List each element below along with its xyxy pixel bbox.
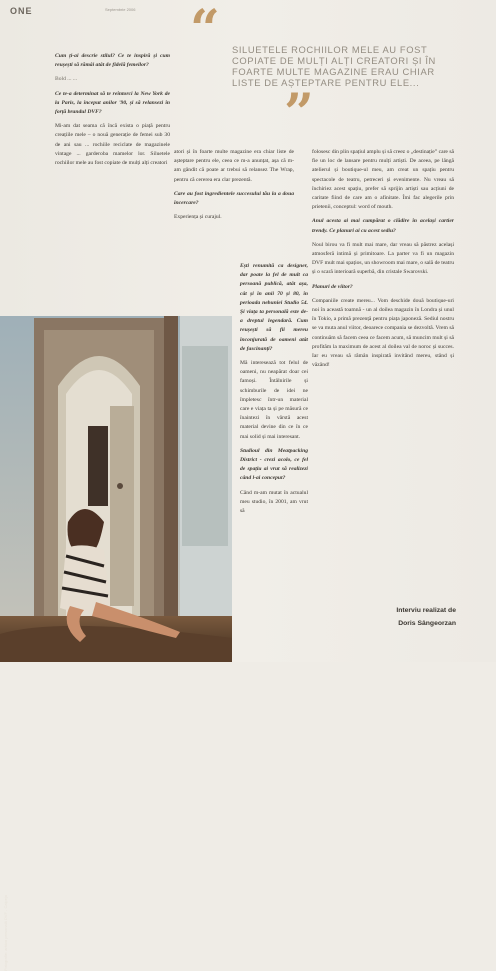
column-2-top [174,148,294,227]
open-quote-mark: “ [190,0,220,60]
byline-label: Interviu realizat de [396,607,456,614]
question: Planuri de viitor? [312,283,353,290]
question: Ești renumită ca designer, dar poate la fel de mult ca persoană publică, atât așa, cât și în anii 70 și 80, în perioada nebuniei Studio 54. Și viața ta personală este de-a dreptul legendară. Cum reușești să fii mereu înconjurată de oameni atât de fascinanți? [240,263,308,352]
answer: Când m-am mutat în actualul meu studio, în 2001, am vrut să [240,489,308,515]
question: Ce te-a determinat să te reîntorci la New York de la Paris, la început anilor '90, și să relansezi în forță brandul DVF? [55,90,170,116]
column-3 [312,148,454,375]
brand-logo: ONE [10,6,33,16]
pull-quote: SILUETELE ROCHIILOR MELE AU FOST COPIATE DE MULȚI ALȚI CREATORI ȘI ÎN FOARTE MULTE MAGAZINE ERAU CHIAR LISTE DE AȘTEPTARE PENTRU ELE... [232,44,436,88]
issue-label: Septembrie 2006 [105,7,136,12]
answer: folosesc din plin spațiul amplu și să creez o „destinație” care să fie un loc de lansare pentru mulți artiști. De aceea, pe lângă atelierul și boutique-ul meu, am creat un spațiu pentru spectacole de teatru, petreceri și evenimente. Nu vreau să închiriez acest spațiu, prefer să sprijin artiști sau acțiuni de caritate fiind de care am o afinitate. Îmi fac alegerile prin prietenii, conceptul: word of mouth. [312,149,454,211]
portrait-photo [0,316,232,971]
answer: Bold ... ... [55,76,78,83]
column-2-bottom [240,262,308,521]
close-quote-mark: ” [284,83,314,144]
answer: Companiile create mereu... Vom deschide două boutique-uri noi în această toamnă - un al doilea magazin în Londra și unul în Tokio, a primă prezență pentru piața japoneză. Sediul nostru se va muta anul viitor, deoarece compania se dezvoltă. Vrem să continuăm să facem ceea ce facem acum, să muncim mult și să profităm la maximum de acest al doilea val de noroc și succes. Iar eu vreau să rămân inspirată invitând mereu, stând și văzând! [312,297,454,369]
photo-credit: Fotografie: arhiva personală DVF - Calpeja [3,894,8,971]
answer: Experiența și curajul. [174,214,222,221]
question: Cum ți-ai descrie stilul? Ce te inspiră și cum reușești să rămâi atât de fidelă femeilor? [55,53,170,69]
answer: atori și în foarte multe magazine era chiar liste de așteptare pentru ele, ceea ce m-a anunțat, așa că m-am gândit că poate ar trebui să relansez The Wrap, pentru că cererea era clar prezentă. [174,149,294,183]
question: Studioul din Meatpacking District - crezi acolo, ce fel de spațiu ai vrut să realizezi când l-ai conceput? [240,447,308,482]
magazine-header [10,6,33,16]
byline-author: Doris Sângeorzan [398,620,456,627]
answer: Mă interesează tot felul de oameni, nu neapărat doar cei famoși. Întâlnirile și schimburile de idei ne împletesc într-un material care e viața ta și pe măsură ce înaintezi în vârstă acest material devine din ce în ce mai solid și mai interesant. [240,360,308,440]
answer: Noul birou va fi mult mai mare, dar vreau să păstrez același atmosferă intimă și primitoare. La parter va fi un magazin DVF mult mai spațios, un showroom mai mare, o sală de teatru și o scară interioară superbă, din cristale Swarovski. [312,241,454,276]
photo-illustration [0,316,232,662]
answer: Mi-am dat seama că încă exista o piață pentru creațiile mele – o nouă generație de femei sub 30 de ani sau ... rochiile reciclate de magazinele vintage ... garderoba mamelor lor. Siluetele rochiilor mele au fost copiate de mulți alți creatori [55,123,170,167]
question: Care au fost ingredientele succesului tău la a doua încercare? [174,190,294,207]
column-1 [55,52,170,173]
question: Anul acesta ai mai cumpărat o clădire în același cartier trendy. Ce planuri ai cu acest sediu? [312,218,454,234]
byline [396,604,456,630]
